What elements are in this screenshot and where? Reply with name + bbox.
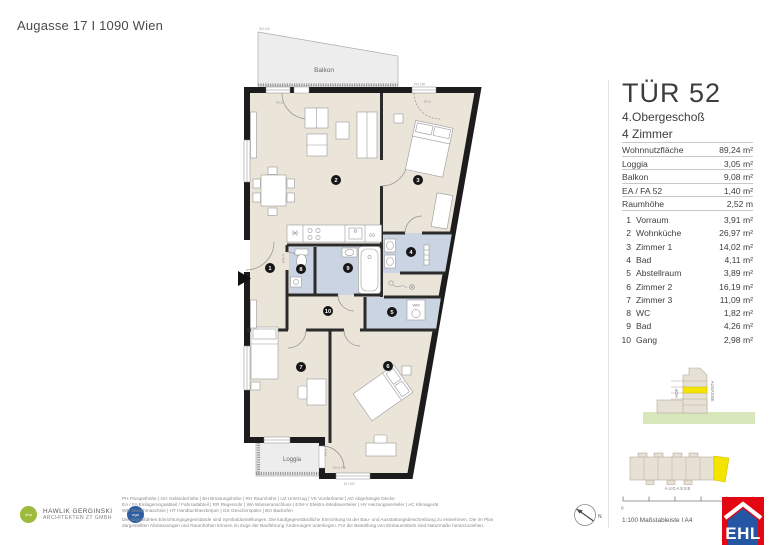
room-badge [331,175,341,185]
svg-text:DH 102: DH 102 [344,482,355,486]
panel-divider [608,80,609,528]
unit-room-count: 4 Zimmer [622,127,673,141]
bathtub [359,247,381,294]
balcony [258,27,398,86]
room-list-row: 10 Gang 2,98 m² [621,334,753,345]
room-badge [296,264,306,274]
dining-table [261,175,286,206]
svg-text:7: 7 [299,365,303,371]
room-list-row: 6 Zimmer 2 16,19 m² [626,281,753,292]
abbreviation-legend [122,496,604,529]
washing-machine-label: WM [412,302,420,308]
svg-text:4: 4 [409,250,413,256]
street-label: AUGASSE [664,486,692,491]
architect-subtitle: ARCHITEKTEN ZT GMBH [43,515,112,521]
svg-text:3: 3 [416,178,420,184]
legend-line: EA / FA Einlagerungsabteil / Fahrradabteil | RR Regenrohr | WA Wasseranschluss | E/M-V Elektro-/Mediaverteiler | HV Heizungsverteiler | AC Klimagerät [122,502,439,508]
architect-badge-icon: dha [20,506,37,523]
legend-line: Die abgebildeten Einrichtungsgegenstände sind Symboldarstellungen. Die kaufgegenständliche Einrichtung ist der Bau- und Ausstattungsbeschreibung zu entnehmen. Die im Plan [122,517,494,523]
area-row: Wohnnutzfläche 89,24 m² [622,142,753,156]
svg-text:2: 2 [334,178,338,184]
room-badge [323,306,333,316]
ehl-logo [722,497,764,545]
room-list-row: 4 Bad 4,11 m² [626,254,753,265]
room-badge [265,263,275,273]
architect-badge2-icon: ega [127,506,144,523]
highlighted-unit [714,456,729,482]
room-badge [383,361,393,371]
room-list-row: 5 Abstellraum 3,89 m² [626,268,753,279]
washing-machine [407,300,425,320]
railing-height-label: GH 110 [259,27,270,31]
svg-text:9: 9 [346,266,350,272]
svg-text:1: 1 [268,266,272,272]
unit-title: TÜR 52 [622,78,722,108]
svg-text:PH 0 FIX: PH 0 FIX [333,466,346,470]
unit-floor: 4.Obergeschoß [622,110,705,124]
room-badge [343,263,353,273]
room-list [620,213,753,346]
room-list-row: 8 WC 1,82 m² [626,308,753,319]
svg-text:E/M-V: E/M-V [281,254,286,263]
area-table [622,142,753,211]
svg-text:5: 5 [390,310,394,316]
area-row: EA / FA 52 1,40 m² [622,183,753,197]
building-section-diagram [643,360,755,430]
page-title: Augasse 17 I 1090 Wien [17,18,164,33]
loggia [256,439,322,476]
kitchen-counter [287,225,382,242]
highlighted-floor [683,387,707,393]
svg-text:6: 6 [386,364,390,370]
augasse-label: AUGASSE [710,380,715,402]
svg-text:PH 0: PH 0 [276,101,284,105]
hall-wardrobe [251,300,257,328]
north-label: N [598,514,602,520]
dishwasher-label: GS [368,232,376,238]
site-plan-diagram [626,444,738,496]
loggia-label: Loggia [282,457,302,463]
scale-caption: 1:100 Maßstableiste I A4 [622,517,693,524]
area-row: Loggia 3,05 m² [622,156,753,170]
scale-zero-label: 0 [621,505,624,511]
hof-label: HOF [674,388,679,398]
room-badge [406,247,416,257]
room-list-row: 9 Bad 4,26 m² [626,321,753,332]
room-list-row: 1 Vorraum 3,91 m² [626,215,753,226]
legend-line: dargestellten Abmessungen und Raumhöhen können im Zuge der Bauführung Änderungen unterliegen. Für die Bestellung von Einbaumöbeln sind Naturmaße heranzuziehen. [122,523,485,529]
svg-text:8: 8 [299,267,303,273]
svg-text:PH 0: PH 0 [424,100,432,104]
svg-text:10: 10 [324,309,332,315]
svg-text:PH 0: PH 0 [324,448,328,456]
desk [307,379,326,405]
legend-line: PH Parapethöhe | GH Geländerhöhe | BH Brüstungshöhe | RH Raumhöhe | UZ Unterzug | VK Vorderkante | AD Abgehängte Decke [122,496,395,501]
room-list-row: 2 Wohnküche 26,97 m² [626,228,753,239]
svg-text:FIX 190: FIX 190 [414,82,426,87]
area-row: Balkon 9,08 m² [622,169,753,183]
room-badge [387,307,397,317]
area-row: Raumhöhe 2,52 m [622,196,753,211]
architect-name: HAWLIK GERGINSKI [43,508,113,515]
room-badge [413,175,423,185]
legend-line: WM Waschmaschine | HT Handtuchheizkörper | GS Geschirrspüler | BO Backofen [122,508,293,514]
room-list-row: 3 Zimmer 1 14,02 m² [626,241,753,252]
room-list-row: 7 Zimmer 3 11,09 m² [626,294,753,305]
ehl-logo-text: EHL [725,524,761,543]
desk [366,443,396,456]
balcony-label: Balkon [314,67,334,74]
room-badge [296,362,306,372]
